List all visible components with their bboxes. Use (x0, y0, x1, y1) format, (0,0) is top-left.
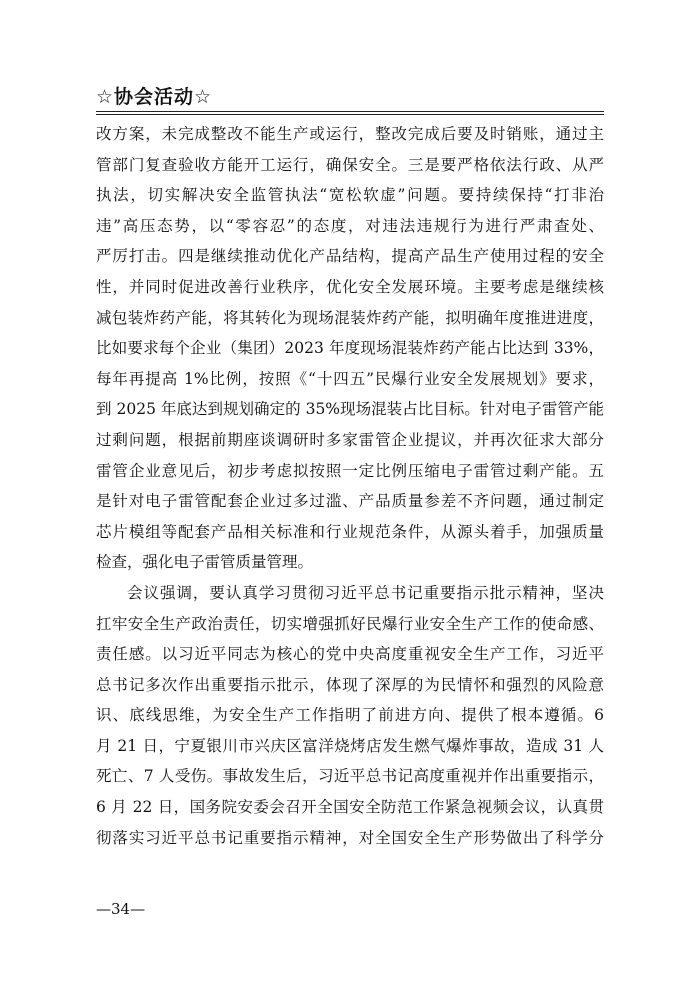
text-line: 执法，切实解决安全监管执法“宽松软虚”问题。要持续保持“打非治 (96, 186, 604, 205)
text-line: 到 2025 年底达到规划确定的 35%现场混装占比目标。针对电子雷管产能 (96, 400, 604, 419)
text-line: 违”高压态势，以“零容忍”的态度，对违法违规行为进行严肃查处、 (96, 216, 604, 235)
text-line: 芯片模组等配套产品相关标准和行业规范条件，从源头着手，加强质量 (96, 522, 604, 541)
text-line: 责任感。以习近平同志为核心的党中央高度重视安全生产工作，习近平 (96, 645, 604, 664)
text-line: 管部门复查验收方能开工运行，确保安全。三是要严格依法行政、从严 (96, 155, 604, 174)
text-line: 总书记多次作出重要指示批示，体现了深厚的为民情怀和强烈的风险意 (96, 675, 604, 694)
text-line: 改方案，未完成整改不能生产或运行，整改完成后要及时销账，通过主 (96, 125, 604, 143)
text-line: 6 月 22 日，国务院安委会召开全国安全防范工作紧急视频会议，认真贯 (96, 798, 604, 817)
text-line: 比如要求每个企业（集团）2023 年度现场混装炸药产能占比达到 33%， (96, 339, 604, 358)
text-line: 减包装炸药产能，将其转化为现场混装炸药产能，拟明确年度推进进度， (96, 308, 604, 327)
text-line: 扛牢安全生产政治责任，切实增强抓好民爆行业安全生产工作的使命感、 (96, 614, 604, 633)
text-line: 死亡、7 人受伤。事故发生后，习近平总书记高度重视并作出重要指示， (96, 767, 604, 786)
text-line: 雷管企业意见后，初步考虑拟按照一定比例压缩电子雷管过剩产能。五 (96, 461, 604, 480)
page-number: —34— (96, 900, 146, 918)
text-line: 识、底线思维，为安全生产工作指明了前进方向、提供了根本遵循。6 (96, 706, 604, 725)
text-line: 性，并同时促进改善行业秩序，优化安全发展环境。主要考虑是继续核 (96, 277, 604, 296)
text-line: 彻落实习近平总书记重要指示精神，对全国安全生产形势做出了科学分 (96, 828, 604, 847)
section-header: ☆协会活动☆ (96, 86, 213, 108)
header-rule-top (96, 111, 604, 112)
text-line: 每年再提高 1%比例，按照《“十四五”民爆行业安全发展规划》要求， (96, 369, 604, 388)
text-line: 检查，强化电子雷管质量管理。 (96, 553, 314, 572)
text-line: 过剩问题，根据前期座谈调研时多家雷管企业提议，并再次征求大部分 (96, 430, 604, 449)
text-line: 是针对电子雷管配套企业过多过滥、产品质量参差不齐问题，通过制定 (96, 492, 604, 511)
body-text (96, 119, 604, 853)
text-line: 月 21 日，宁夏银川市兴庆区富洋烧烤店发生燃气爆炸事故，造成 31 人 (96, 736, 604, 755)
paragraph-first-line: 会议强调，要认真学习贯彻习近平总书记重要指示批示精神，坚决 (127, 583, 604, 602)
text-line: 严厉打击。四是继续推动优化产品结构，提高产品生产使用过程的安全 (96, 247, 604, 266)
header-rule-bottom (96, 114, 604, 115)
